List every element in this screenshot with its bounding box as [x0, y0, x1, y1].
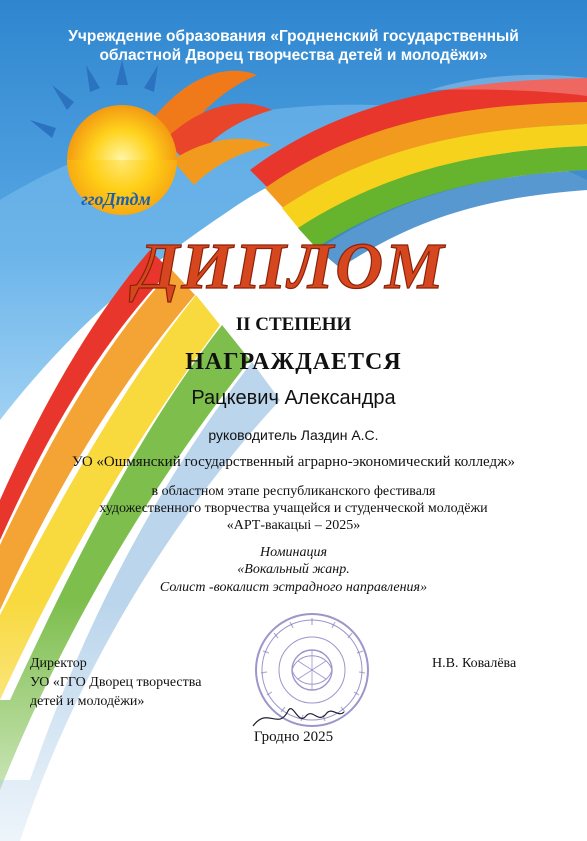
diploma-title-text: ДИПЛОМ — [134, 230, 446, 303]
signatory-title-line-2: УО «ГГО Дворец творчества — [30, 675, 202, 690]
degree-label: II СТЕПЕНИ — [235, 314, 352, 335]
organization-line: УО «Ошмянский государственный аграрно-экономический колледж» — [71, 454, 516, 470]
awarded-label: НАГРАЖДАЕТСЯ — [185, 349, 402, 375]
header-line-2: областной Дворец творчества детей и молодёжи» — [99, 47, 488, 64]
recipient-name: Рацкевич Александра — [191, 387, 396, 409]
signatory-title-line-1: Директор — [30, 656, 87, 671]
event-line-3: «АРТ-вакацыі – 2025» — [226, 518, 361, 533]
nomination-line-2: Солист -вокалист эстрадного направления» — [159, 580, 428, 595]
signatory-name: Н.В. Ковалёва — [432, 656, 517, 671]
event-line-1: в областном этапе республиканского фестиваля — [151, 484, 436, 499]
nomination-label: Номинация — [260, 545, 327, 560]
logo-text: ггоДтдм — [81, 189, 151, 209]
city-year: Гродно 2025 — [253, 729, 334, 745]
diploma-title — [134, 228, 446, 303]
signatory-title-line-3: детей и молодёжи» — [30, 694, 145, 709]
nomination-line-1: «Вокальный жанр. — [237, 562, 350, 577]
event-line-2: художественного творчества учащейся и студенческой молодёжи — [99, 501, 488, 516]
header-line-1: Учреждение образования «Гродненский государственный — [68, 28, 519, 45]
leader-line: руководитель Лаздин А.С. — [208, 427, 379, 443]
